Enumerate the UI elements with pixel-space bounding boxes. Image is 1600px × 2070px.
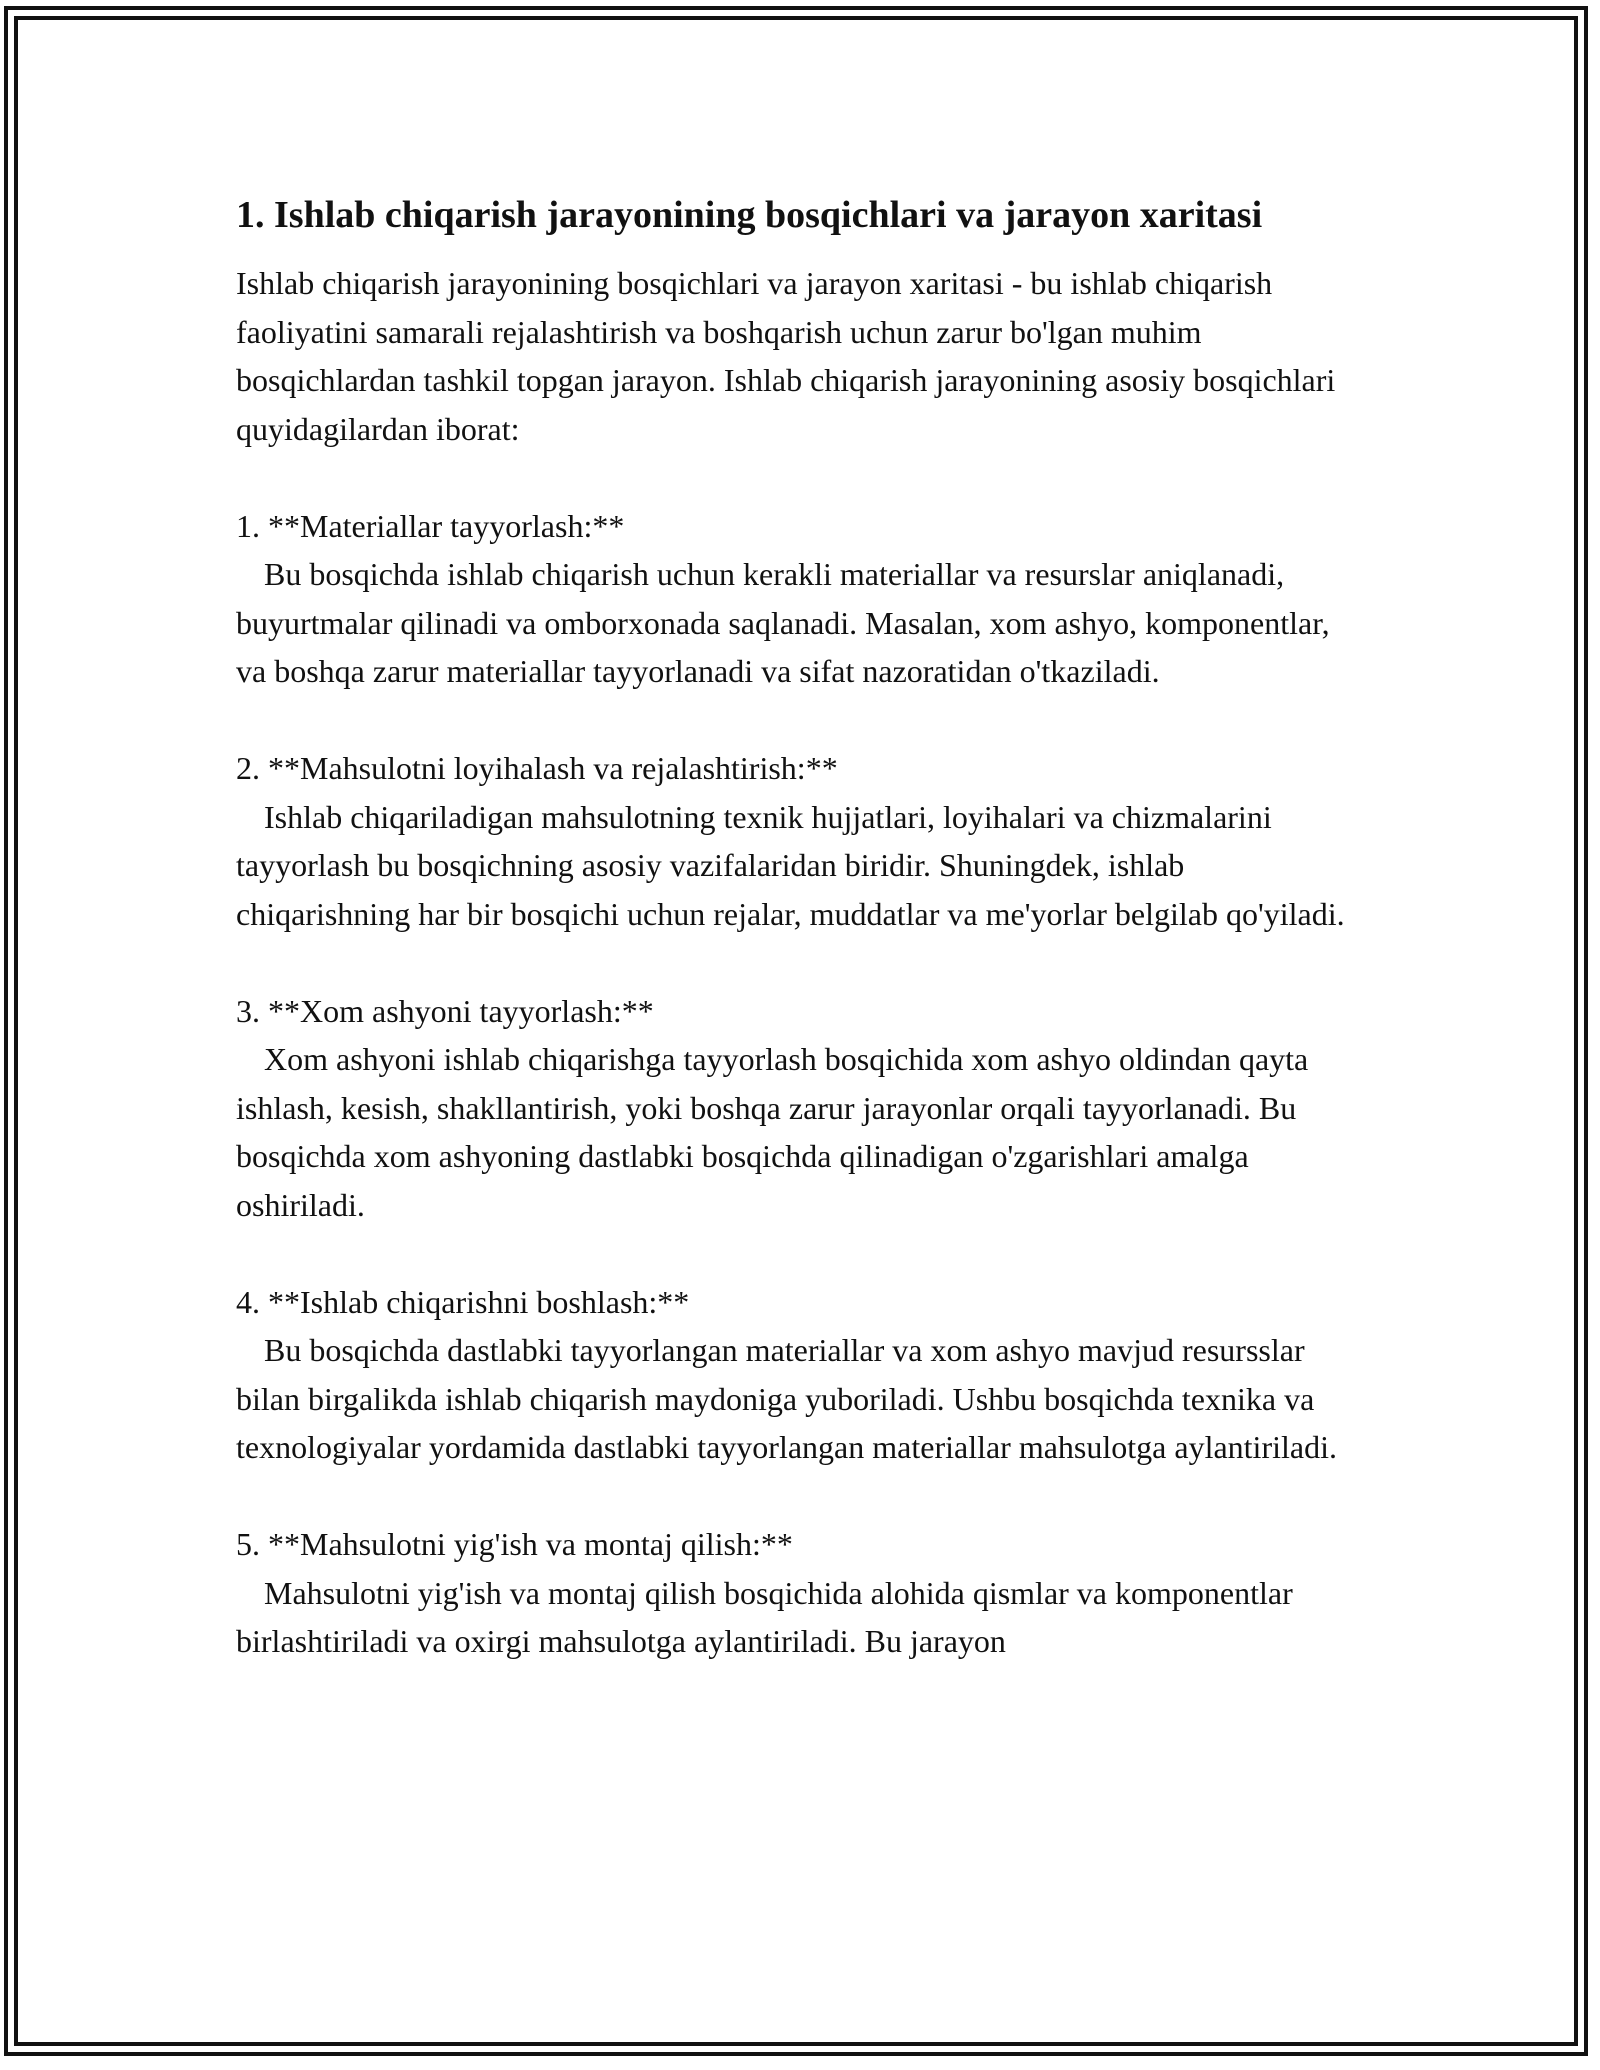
section-title: 1. **Materiallar tayyorlash:** (236, 507, 625, 544)
section-title: 4. **Ishlab chiqarishni boshlash:** (236, 1283, 690, 1320)
section-body: Bu bosqichda dastlabki tayyorlangan materiallar va xom ashyo mavjud resursslar bilan birgalikda ishlab chiqarish maydoniga yuboriladi. Ushbu bosqichda texnika va texnologiyalar yordamida dastlabki tayyorlangan materiallar mahsulotga aylantiriladi. (236, 1332, 1337, 1465)
section-3 (236, 987, 1356, 1230)
section-body: Bu bosqichda ishlab chiqarish uchun kerakli materiallar va resurslar aniqlanadi, buyurtmalar qilinadi va omborxonada saqlanadi. Masalan, xom ashyo, komponentlar, va boshqa zarur materiallar tayyorlanadi va sifat nazoratidan o'tkaziladi. (236, 556, 1330, 689)
section-body: Mahsulotni yig'ish va montaj qilish bosqichida alohida qismlar va komponentlar birlashtiriladi va oxirgi mahsulotga aylantiriladi. Bu jarayon (236, 1574, 1293, 1659)
intro-paragraph: Ishlab chiqarish jarayonining bosqichlari va jarayon xaritasi - bu ishlab chiqarish faoliyatini samarali rejalashtirish va boshqarish uchun zarur bo'lgan muhim bosqichlardan tashkil topgan jarayon. Ishlab chiqarish jarayonining asosiy bosqichlari quyidagilardan iborat: (236, 265, 1336, 447)
section-title: 2. **Mahsulotni loyihalash va rejalashtirish:** (236, 750, 838, 786)
section-5 (236, 1520, 1356, 1666)
section-1 (236, 502, 1356, 696)
document-content (236, 188, 1356, 1666)
section-body: Xom ashyoni ishlab chiqarishga tayyorlash bosqichida xom ashyo oldindan qayta ishlash, kesish, shakllantirish, yoki boshqa zarur jarayonlar orqali tayyorlanadi. Bu bosqichda xom ashyoning dastlabki bosqichda qilinadigan o'zgarishlari amalga oshiriladi. (236, 1041, 1309, 1223)
section-4 (236, 1278, 1356, 1472)
section-2 (236, 744, 1356, 938)
document-title: 1. Ishlab chiqarish jarayonining bosqichlari va jarayon xaritasi (236, 194, 1263, 236)
section-title: 5. **Mahsulotni yig'ish va montaj qilish:** (236, 1526, 793, 1562)
section-body: Ishlab chiqariladigan mahsulotning texnik hujjatlari, loyihalari va chizmalarini tayyorlash bu bosqichning asosiy vazifalaridan biridir. Shuningdek, ishlab chiqarishning har bir bosqichi uchun rejalar, muddatlar va me'yorlar belgilab qo'yiladi. (236, 798, 1345, 932)
section-title: 3. **Xom ashyoni tayyorlash:** (236, 992, 654, 1029)
